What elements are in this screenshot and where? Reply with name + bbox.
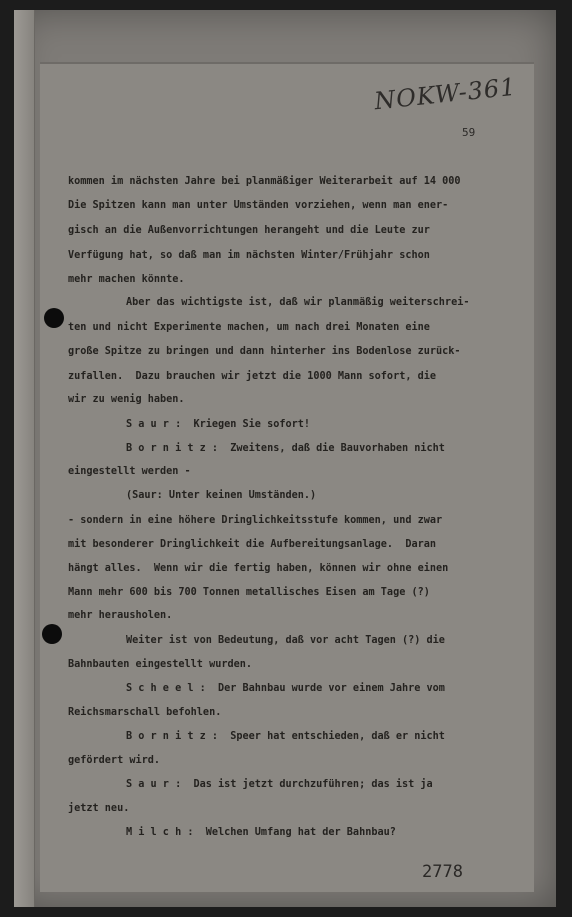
text-line: Weiter ist von Bedeutung, daß vor acht Tagen (?) die <box>126 635 445 646</box>
text-line: Aber das wichtigste ist, daß wir planmäßig weiterschrei- <box>126 297 470 308</box>
document-page <box>14 10 556 907</box>
text-line: gisch an die Außenvorrichtungen herangeht und die Leute zur <box>68 225 430 236</box>
text-line: M i l c h : Welchen Umfang hat der Bahnbau? <box>126 827 396 838</box>
text-line: Verfügung hat, so daß man im nächsten Winter/Frühjahr schon <box>68 250 430 261</box>
page-fold <box>14 10 35 907</box>
text-line: wir zu wenig haben. <box>68 394 185 405</box>
text-line: jetzt neu. <box>68 803 130 814</box>
punch-hole <box>44 308 64 328</box>
text-line: mehr machen könnte. <box>68 274 185 285</box>
text-line: S c h e e l : Der Bahnbau wurde vor einem Jahre vom <box>126 683 445 694</box>
text-line: mehr herausholen. <box>68 610 173 621</box>
text-line: Reichsmarschall befohlen. <box>68 707 222 718</box>
text-line: Die Spitzen kann man unter Umständen vorziehen, wenn man ener- <box>68 200 449 211</box>
text-line: große Spitze zu bringen und dann hinterher ins Bodenlose zurück- <box>68 346 461 357</box>
text-line: Bahnbauten eingestellt wurden. <box>68 659 253 670</box>
text-line: (Saur: Unter keinen Umständen.) <box>126 490 317 501</box>
text-line: ten und nicht Experimente machen, um nach drei Monaten eine <box>68 322 430 333</box>
text-line: Mann mehr 600 bis 700 Tonnen metallisches Eisen am Tage (?) <box>68 587 430 598</box>
text-line: zufallen. Dazu brauchen wir jetzt die 1000 Mann sofort, die <box>68 371 437 382</box>
text-line: kommen im nächsten Jahre bei planmäßiger Weiterarbeit auf 14 000 <box>68 176 461 187</box>
text-line: B o r n i t z : Zweitens, daß die Bauvorhaben nicht <box>126 443 445 454</box>
text-line: hängt alles. Wenn wir die fertig haben, können wir ohne einen <box>68 563 449 574</box>
text-line: mit besonderer Dringlichkeit die Aufbereitungsanlage. Daran <box>68 539 437 550</box>
text-line: S a u r : Das ist jetzt durchzuführen; das ist ja <box>126 779 433 790</box>
handwritten-mark: NOKW-361 <box>372 72 518 116</box>
text-line: B o r n i t z : Speer hat entschieden, daß er nicht <box>126 731 445 742</box>
text-line: gefördert wird. <box>68 755 161 766</box>
text-line: S a u r : Kriegen Sie sofort! <box>126 419 311 430</box>
page-number: 59 <box>462 126 476 139</box>
punch-hole <box>42 624 62 644</box>
text-line: eingestellt werden - <box>68 466 191 477</box>
text-line: - sondern in eine höhere Dringlichkeitsstufe kommen, und zwar <box>68 515 443 526</box>
archive-stamp-number: 2778 <box>422 862 463 882</box>
